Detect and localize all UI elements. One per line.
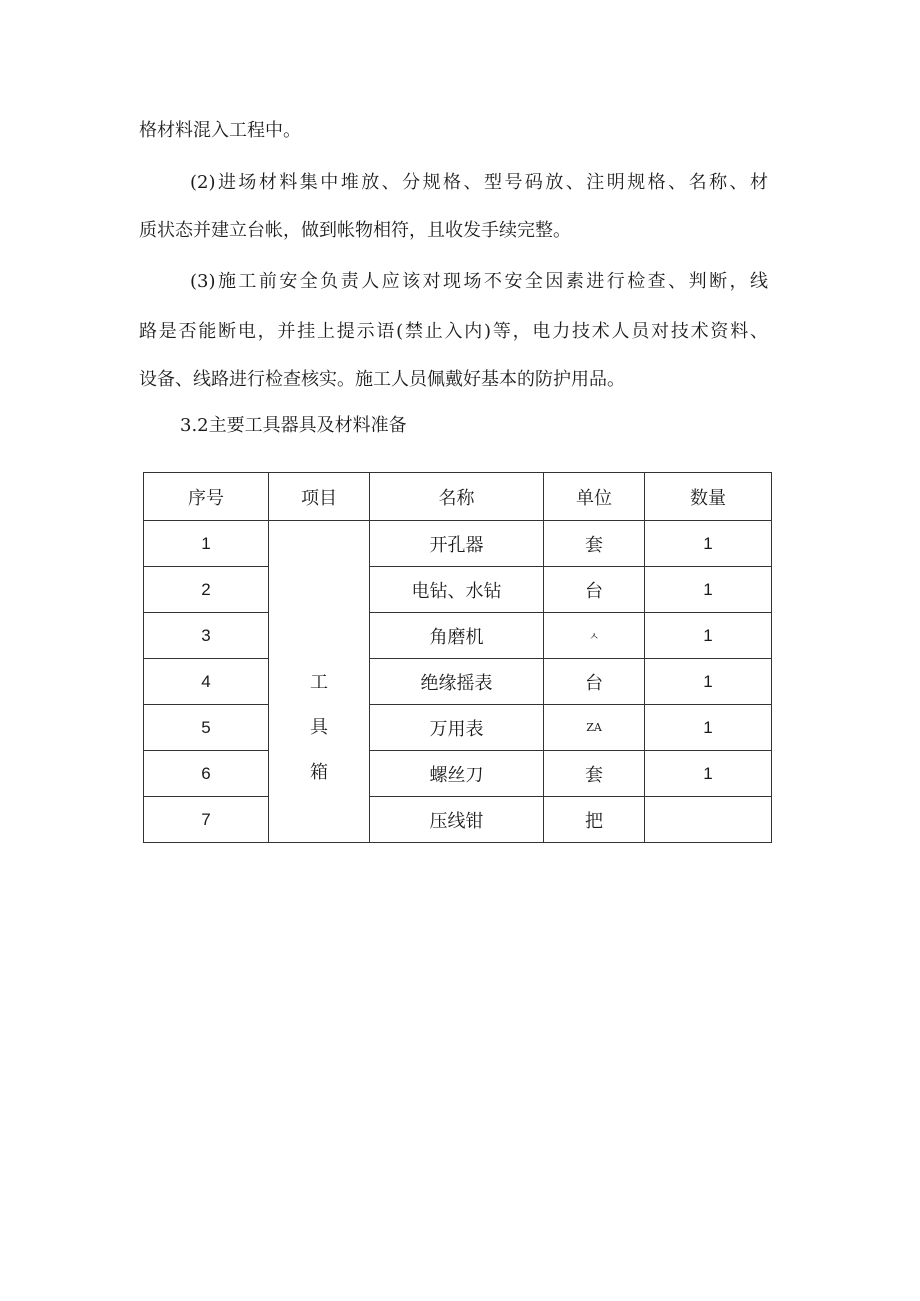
header-qty: 数量	[645, 473, 772, 521]
row-name: 电钻、水钻	[370, 567, 544, 613]
row-qty: 1	[645, 567, 772, 613]
tools-table	[143, 472, 772, 843]
row-no: 4	[144, 659, 269, 705]
row-qty	[645, 797, 772, 843]
paragraph-2-line-1: (2)进场材料集中堆放、分规格、型号码放、注明规格、名称、材	[190, 172, 768, 193]
row-qty: 1	[645, 613, 772, 659]
paragraph-3-line-2: 路是否能断电，并挂上提示语(禁止入内)等，电力技术人员对技术资料、	[139, 321, 768, 342]
row-no: 6	[144, 751, 269, 797]
row-unit: 台	[544, 659, 645, 705]
row-name: 开孔器	[370, 521, 544, 567]
row-qty: 1	[645, 751, 772, 797]
table-row	[144, 797, 772, 843]
table-row	[144, 751, 772, 797]
table-row	[144, 567, 772, 613]
row-name: 角磨机	[370, 613, 544, 659]
header-item: 项目	[269, 473, 370, 521]
header-no: 序号	[144, 473, 269, 521]
section-heading: 3.2主要工具器具及材料准备	[180, 415, 407, 436]
row-no: 7	[144, 797, 269, 843]
row-unit: 把	[544, 797, 645, 843]
table-row	[144, 705, 772, 751]
row-unit: 套	[544, 751, 645, 797]
category-toolbox-cell	[269, 521, 370, 843]
category-char: 工	[310, 672, 328, 693]
header-name: 名称	[370, 473, 544, 521]
paragraph-3-line-3: 设备、线路进行检查核实。施工人员佩戴好基本的防护用品。	[139, 369, 625, 390]
paragraph-2-line-2: 质状态并建立台帐，做到帐物相符，且收发手续完整。	[139, 220, 571, 241]
row-unit: 台	[544, 567, 645, 613]
row-qty: 1	[645, 659, 772, 705]
category-char: 具	[310, 717, 328, 738]
paragraph-3-line-1: (3)施工前安全负责人应该对现场不安全因素进行检查、判断，线	[190, 271, 768, 292]
table-header-row	[144, 473, 772, 521]
table-row	[144, 659, 772, 705]
row-name: 万用表	[370, 705, 544, 751]
table-row	[144, 613, 772, 659]
table-row	[144, 521, 772, 567]
row-name: 压线钳	[370, 797, 544, 843]
category-char: 箱	[310, 762, 328, 783]
row-name: 螺丝刀	[370, 751, 544, 797]
row-no: 3	[144, 613, 269, 659]
header-unit: 单位	[544, 473, 645, 521]
row-qty: 1	[645, 705, 772, 751]
row-unit: 套	[544, 521, 645, 567]
row-name: 绝缘摇表	[370, 659, 544, 705]
row-no: 1	[144, 521, 269, 567]
row-qty: 1	[645, 521, 772, 567]
paragraph-continuation: 格材料混入工程中。	[139, 120, 301, 141]
row-unit: ZA	[544, 705, 645, 751]
row-unit: ㅅ	[544, 613, 645, 659]
row-no: 2	[144, 567, 269, 613]
row-no: 5	[144, 705, 269, 751]
